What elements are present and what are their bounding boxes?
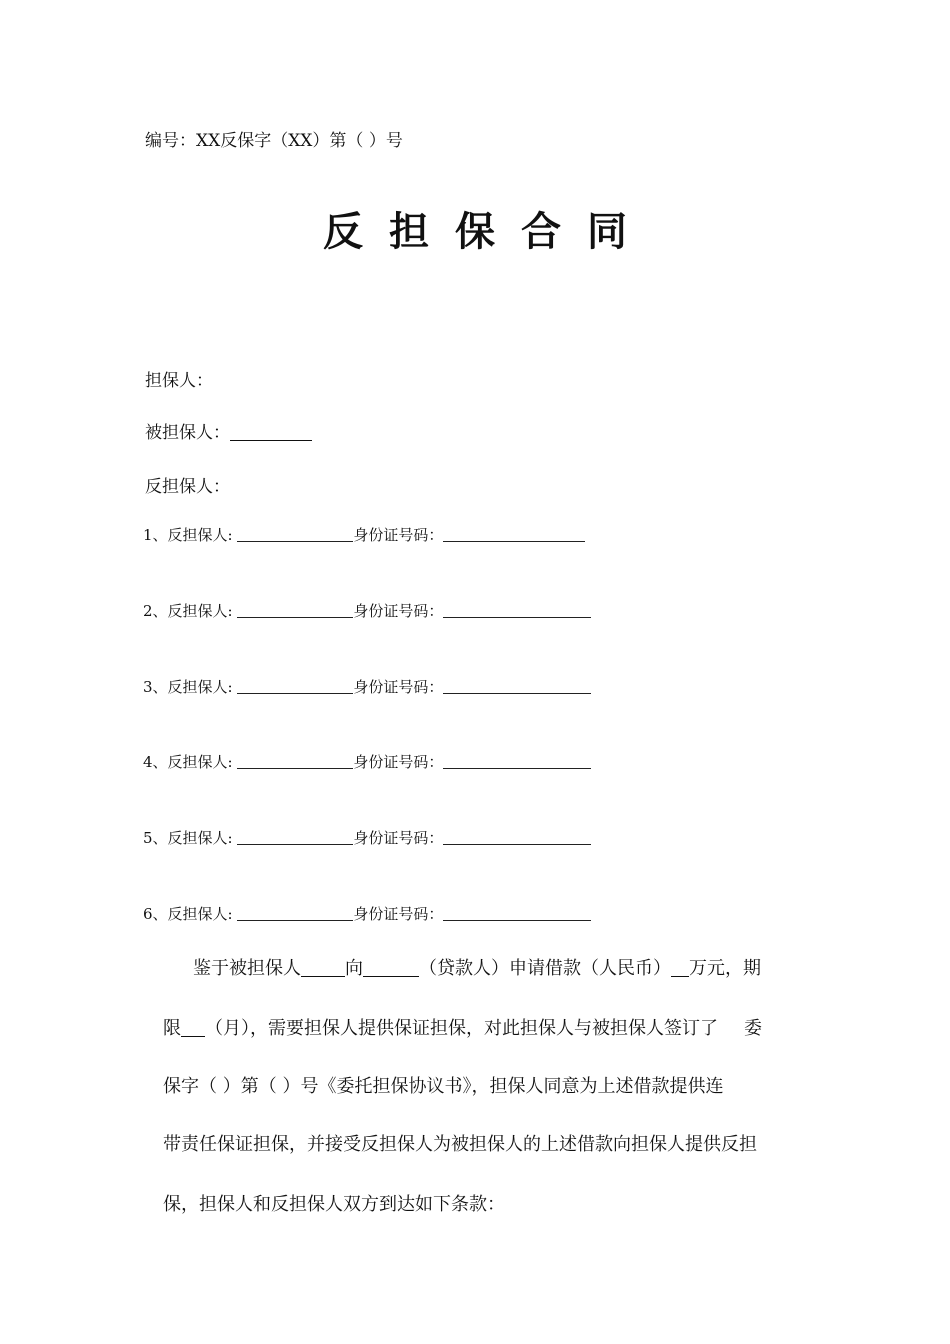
name-blank[interactable] bbox=[237, 754, 353, 769]
row-label: 反担保人: bbox=[167, 753, 233, 771]
id-label: 身份证号码： bbox=[353, 526, 444, 544]
counter-guarantor-row bbox=[143, 524, 585, 545]
name-blank[interactable] bbox=[237, 830, 353, 845]
id-blank[interactable] bbox=[443, 830, 591, 845]
counter-guarantor-label: 反担保人： bbox=[145, 477, 230, 497]
name-blank[interactable] bbox=[237, 527, 353, 542]
id-label: 身份证号码： bbox=[353, 753, 444, 771]
row-index: 2、 bbox=[143, 602, 168, 620]
id-label: 身份证号码： bbox=[353, 905, 444, 923]
recital-line-2 bbox=[163, 1014, 762, 1040]
lender-blank[interactable] bbox=[363, 958, 419, 977]
term-blank[interactable] bbox=[181, 1018, 205, 1037]
recital-line-3: 保字（ ）第（ ）号《委托担保协议书》，担保人同意为上述借款提供连 bbox=[163, 1076, 724, 1097]
id-label: 身份证号码： bbox=[353, 602, 444, 620]
guaranteed-line bbox=[145, 418, 312, 443]
document-title: 反担保合同 bbox=[323, 209, 653, 255]
guarantor-line bbox=[145, 366, 213, 391]
counter-guarantor-heading bbox=[145, 472, 230, 497]
id-label: 身份证号码： bbox=[353, 829, 444, 847]
row-label: 反担保人: bbox=[167, 905, 233, 923]
row-label: 反担保人: bbox=[167, 678, 233, 696]
counter-guarantor-row bbox=[143, 600, 591, 621]
id-blank[interactable] bbox=[443, 754, 591, 769]
counter-guarantor-row bbox=[143, 751, 591, 772]
recital-text: 限 bbox=[163, 1018, 181, 1039]
row-label: 反担保人: bbox=[167, 829, 233, 847]
row-label: 反担保人: bbox=[167, 526, 233, 544]
counter-guarantor-row bbox=[143, 676, 591, 697]
recital-line-4: 带责任保证担保，并接受反担保人为被担保人的上述借款向担保人提供反担 bbox=[163, 1134, 757, 1155]
recital-text: （贷款人）申请借款（人民币） bbox=[419, 958, 671, 979]
recital-text: 万元，期 bbox=[689, 958, 761, 979]
recital-text: 鉴于被担保人 bbox=[193, 958, 301, 979]
id-blank[interactable] bbox=[443, 527, 585, 542]
document-number: 编号：XX反保字（XX）第（ ）号 bbox=[145, 131, 403, 151]
recital-text: （月），需要担保人提供保证担保，对此担保人与被担保人签订了 bbox=[205, 1018, 718, 1039]
counter-guarantor-row bbox=[143, 827, 591, 848]
guaranteed-label: 被担保人： bbox=[145, 423, 230, 443]
counter-guarantor-row bbox=[143, 903, 591, 924]
name-blank[interactable] bbox=[237, 679, 353, 694]
name-blank[interactable] bbox=[237, 603, 353, 618]
id-blank[interactable] bbox=[443, 906, 591, 921]
row-index: 1、 bbox=[143, 526, 168, 544]
guarantor-label: 担保人： bbox=[145, 371, 213, 391]
row-index: 3、 bbox=[143, 678, 168, 696]
id-blank[interactable] bbox=[443, 679, 591, 694]
id-label: 身份证号码： bbox=[353, 678, 444, 696]
guaranteed-party-blank[interactable] bbox=[301, 958, 345, 977]
row-label: 反担保人: bbox=[167, 602, 233, 620]
row-index: 6、 bbox=[143, 905, 168, 923]
amount-blank[interactable] bbox=[671, 958, 689, 977]
recital-line-1 bbox=[193, 954, 761, 980]
guaranteed-blank[interactable] bbox=[230, 422, 312, 441]
recital-text: 向 bbox=[345, 958, 363, 979]
recital-text: 委 bbox=[744, 1018, 762, 1039]
row-index: 4、 bbox=[143, 753, 168, 771]
recital-line-5: 保，担保人和反担保人双方到达如下条款： bbox=[163, 1194, 505, 1215]
row-index: 5、 bbox=[143, 829, 168, 847]
id-blank[interactable] bbox=[443, 603, 591, 618]
name-blank[interactable] bbox=[237, 906, 353, 921]
